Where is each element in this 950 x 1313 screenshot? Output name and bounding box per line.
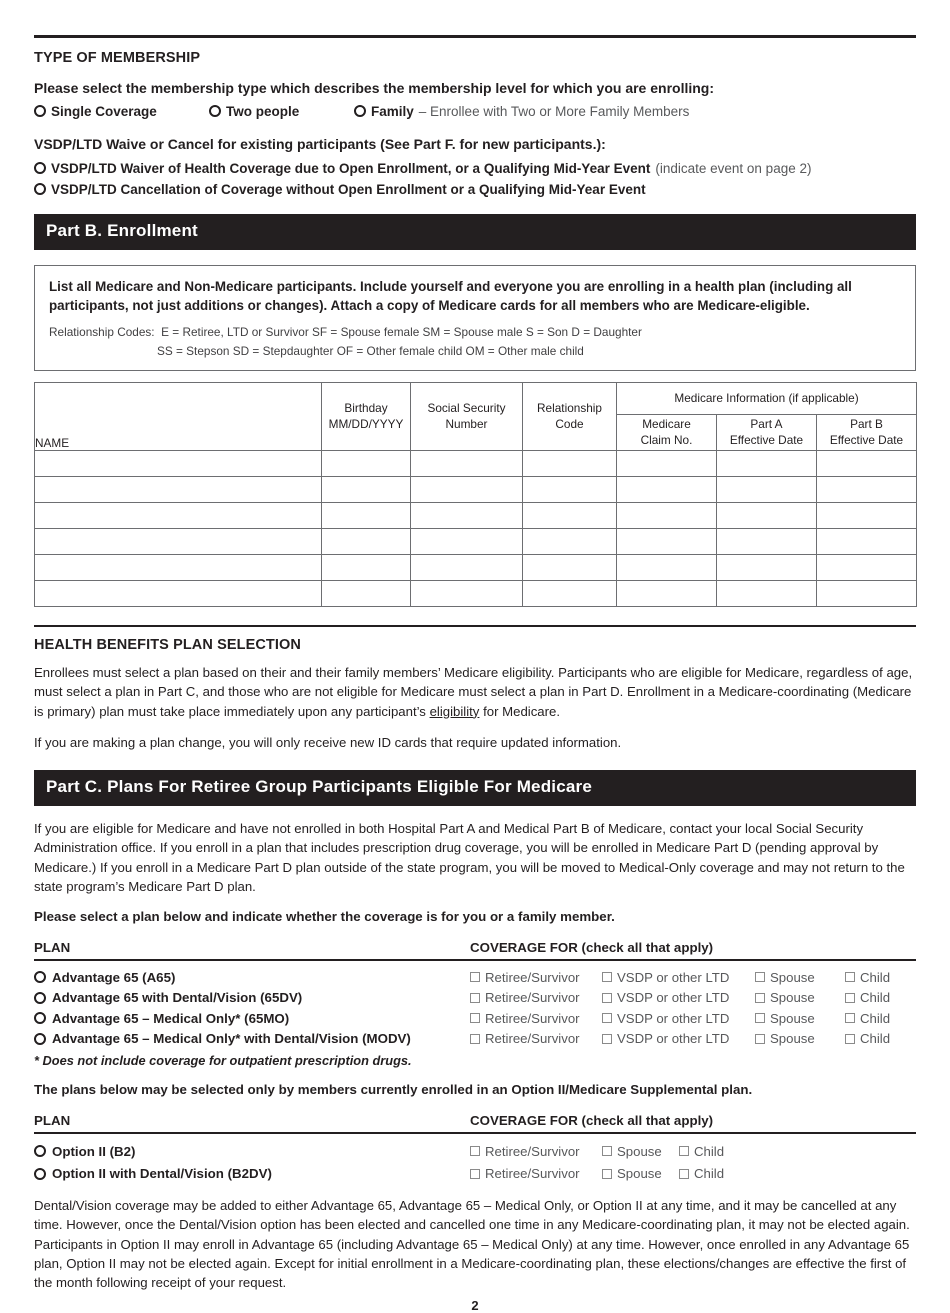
checkbox-icon[interactable] — [470, 1013, 480, 1023]
radio-icon[interactable] — [34, 1145, 46, 1157]
col-line2: Number — [445, 416, 488, 431]
col-line1: Part B — [850, 417, 883, 432]
coverage-checkbox-child[interactable] — [845, 990, 890, 1005]
col-line1: Relationship — [537, 401, 602, 416]
checkbox-icon[interactable] — [755, 972, 765, 982]
col-line2: Effective Date — [729, 432, 804, 447]
checkbox-icon[interactable] — [679, 1169, 689, 1179]
cell-part-a-date[interactable] — [717, 581, 817, 607]
checkbox-icon[interactable] — [602, 993, 612, 1003]
column-header-medicare-claim-no — [617, 415, 717, 451]
plan-label: Advantage 65 – Medical Only* with Dental/Vision (MODV) — [52, 1031, 411, 1047]
radio-icon[interactable] — [209, 105, 221, 117]
relationship-codes-line-1 — [49, 324, 901, 341]
cell-part-b-date[interactable] — [817, 503, 917, 529]
cell-part-b-date[interactable] — [817, 477, 917, 503]
plan-table-2-divider — [34, 1132, 916, 1134]
coverage-label: Spouse — [617, 1143, 662, 1159]
cell-name[interactable] — [35, 451, 322, 477]
cell-part-a-date[interactable] — [717, 451, 817, 477]
vsdp-heading: VSDP/LTD Waive or Cancel for existing participants (See Part F. for new participants.): — [34, 135, 606, 152]
hb-para-b: for Medicare. — [479, 703, 561, 719]
cell-name[interactable] — [35, 529, 322, 555]
part-c-header-bar: Part C. Plans For Retiree Group Participants Eligible For Medicare — [34, 770, 916, 806]
coverage-options — [470, 1144, 724, 1159]
membership-option-two-people[interactable] — [209, 104, 354, 119]
cell-claim-no[interactable] — [617, 451, 717, 477]
cell-part-a-date[interactable] — [717, 555, 817, 581]
cell-claim-no[interactable] — [617, 581, 717, 607]
radio-icon[interactable] — [34, 992, 46, 1004]
col-line1: Social Security — [427, 401, 506, 416]
col-line1: Medicare — [642, 417, 691, 432]
membership-option-label: Family — [371, 103, 414, 119]
plan-row-a65[interactable] — [34, 967, 916, 988]
cell-relationship[interactable] — [523, 503, 617, 529]
col-line2: Code — [555, 416, 584, 431]
coverage-label: Child — [694, 1143, 725, 1159]
coverage-label: Retiree/Survivor — [485, 1010, 580, 1026]
vsdp-option-note: (indicate event on page 2) — [655, 160, 812, 176]
cell-ssn[interactable] — [411, 581, 523, 607]
coverage-label: Retiree/Survivor — [485, 1166, 580, 1182]
part-c-select-instruction: Please select a plan below and indicate whether the coverage is for you or a family member. — [34, 909, 615, 925]
plan-table-2-rows — [34, 1141, 916, 1184]
checkbox-icon[interactable] — [602, 972, 612, 982]
radio-icon[interactable] — [34, 1033, 46, 1045]
cell-ssn[interactable] — [411, 503, 523, 529]
coverage-checkbox-vsdp-ltd[interactable] — [602, 990, 755, 1005]
checkbox-icon[interactable] — [602, 1169, 612, 1179]
coverage-checkbox-child[interactable] — [679, 1144, 724, 1159]
coverage-checkbox-spouse[interactable] — [755, 1031, 845, 1046]
cell-birthday[interactable] — [322, 451, 411, 477]
checkbox-icon[interactable] — [602, 1146, 612, 1156]
table-row[interactable] — [35, 451, 917, 477]
coverage-options — [470, 1031, 890, 1046]
checkbox-icon[interactable] — [470, 1169, 480, 1179]
col-line1: Part A — [750, 417, 783, 432]
vsdp-option-waiver[interactable] — [34, 161, 916, 176]
cell-part-b-date[interactable] — [817, 555, 917, 581]
cell-part-b-date[interactable] — [817, 581, 917, 607]
coverage-options — [470, 990, 890, 1005]
plan-label: Advantage 65 – Medical Only* (65MO) — [52, 1010, 290, 1026]
relationship-codes-text: E = Retiree, LTD or Survivor SF = Spouse female SM = Spouse male S = Son D = Daughter — [161, 324, 642, 339]
cell-part-a-date[interactable] — [717, 477, 817, 503]
column-header-part-b-effective-date — [817, 415, 917, 451]
cell-relationship[interactable] — [523, 477, 617, 503]
vsdp-option-label: VSDP/LTD Cancellation of Coverage without Open Enrollment or a Qualifying Mid-Year Event — [51, 181, 646, 197]
radio-icon[interactable] — [34, 162, 46, 174]
membership-instruction: Please select the membership type which describes the membership level for which you are enrolling: — [34, 80, 714, 96]
plan-label: Advantage 65 with Dental/Vision (65DV) — [52, 990, 303, 1006]
cell-birthday[interactable] — [322, 503, 411, 529]
coverage-label: Retiree/Survivor — [485, 1143, 580, 1159]
cell-claim-no[interactable] — [617, 529, 717, 555]
membership-option-label: Two people — [226, 103, 300, 119]
cell-relationship[interactable] — [523, 581, 617, 607]
part-c-intro-paragraph: If you are eligible for Medicare and have not enrolled in both Hospital Part A and Medical Part B of Medicare, contact your local Social Security Administration office. If you enroll in a plan that includes prescription drug coverage, you will be enrolled in Medicare Part D (pending approval by Medicare.) If you enroll in a Medicare Part D plan outside of the state program, you will be moved to Medical-Only coverage and may not return to the state program’s Medicare Part D plan. — [34, 821, 905, 894]
radio-icon[interactable] — [34, 1012, 46, 1024]
checkbox-icon[interactable] — [845, 1013, 855, 1023]
plan-row-65mo[interactable] — [34, 1008, 916, 1029]
cell-name[interactable] — [35, 503, 322, 529]
col-line1: Birthday — [344, 401, 388, 416]
checkbox-icon[interactable] — [470, 1146, 480, 1156]
coverage-label: Spouse — [617, 1166, 662, 1182]
cell-part-a-date[interactable] — [717, 503, 817, 529]
coverage-label: Retiree/Survivor — [485, 1031, 580, 1047]
coverage-label: VSDP or other LTD — [617, 969, 730, 985]
cell-birthday[interactable] — [322, 529, 411, 555]
coverage-label: Spouse — [770, 1031, 815, 1047]
col-line2: MM/DD/YYYY — [328, 416, 404, 431]
column-header-birthday — [322, 383, 411, 451]
enrollment-table — [34, 382, 917, 607]
health-benefits-paragraph-1 — [34, 663, 916, 721]
plan-row-b2dv[interactable] — [34, 1164, 916, 1185]
membership-option-family[interactable] — [354, 104, 689, 119]
radio-icon[interactable] — [354, 105, 366, 117]
plan-table-1-rows — [34, 967, 916, 1049]
membership-option-note: – Enrollee with Two or More Family Members — [418, 103, 690, 119]
coverage-options — [470, 1011, 890, 1026]
cell-birthday[interactable] — [322, 581, 411, 607]
checkbox-icon[interactable] — [679, 1146, 689, 1156]
page-number: 2 — [471, 1298, 479, 1313]
cell-ssn[interactable] — [411, 477, 523, 503]
plan-label: Option II (B2) — [52, 1143, 136, 1159]
plan-label: Advantage 65 (A65) — [52, 969, 176, 985]
coverage-options — [470, 1166, 724, 1181]
hb-para-a: Enrollees must select a plan based on their and their family members’ Medicare eligibility. Participants who are eligible for Medicare, regardless of age, must select a plan in Part C, and those who are not eligible for Medicare must select a plan in Part D. Enrollment in a Medicare-coordinating (Medicare is primary) plan must take place immediately upon any participant’s — [34, 665, 913, 719]
table-row[interactable] — [35, 555, 917, 581]
enrollment-table-group-header-row — [35, 383, 917, 415]
column-header-part-a-effective-date — [717, 415, 817, 451]
cell-claim-no[interactable] — [617, 503, 717, 529]
coverage-checkbox-retiree-survivor[interactable] — [470, 1011, 602, 1026]
coverage-label: Retiree/Survivor — [485, 990, 580, 1006]
part-c-closing-paragraph: Dental/Vision coverage may be added to either Advantage 65, Advantage 65 – Medical Only, or Option II at any time, and it may be cancelled at any time. However, once the Dental/Vision option has been elected and cancelled one time in any Medicare-coordinating plan, it may not be elected again. Participants in Option II may enroll in Advantage 65 (including Advantage 65 – Medical Only) at any time. However, once enrolled in any Advantage 65 plan, Option II may not be elected again. Except for initial enrollment in a Medicare-coordinating plan, these elections/changes are effective the first of the month following receipt of your request. — [34, 1198, 910, 1291]
coverage-checkbox-spouse[interactable] — [755, 1011, 845, 1026]
coverage-column-label: COVERAGE FOR (check all that apply) — [470, 940, 714, 956]
plan-row-b2[interactable] — [34, 1141, 916, 1162]
coverage-label: Child — [694, 1166, 725, 1182]
coverage-label: Spouse — [770, 990, 815, 1006]
coverage-checkbox-child[interactable] — [679, 1166, 724, 1181]
checkbox-icon[interactable] — [845, 1034, 855, 1044]
cell-relationship[interactable] — [523, 451, 617, 477]
cell-birthday[interactable] — [322, 555, 411, 581]
checkbox-icon[interactable] — [845, 993, 855, 1003]
coverage-checkbox-spouse[interactable] — [602, 1144, 679, 1159]
checkbox-icon[interactable] — [602, 1013, 612, 1023]
checkbox-icon[interactable] — [602, 1034, 612, 1044]
column-header-ssn — [411, 383, 523, 451]
checkbox-icon[interactable] — [470, 993, 480, 1003]
checkbox-icon[interactable] — [755, 1034, 765, 1044]
part-b-instruction-box — [34, 265, 916, 371]
table-row[interactable] — [35, 529, 917, 555]
col-line2: Claim No. — [640, 432, 693, 447]
part-b-instruction-text: List all Medicare and Non-Medicare participants. Include yourself and everyone you are enrolling in a health plan (including all participants, not just additions or changes). Attach a copy of Medicare cards for all members who are Medicare-eligible. — [49, 278, 852, 313]
coverage-label: Child — [860, 1010, 891, 1026]
plan-label: Option II with Dental/Vision (B2DV) — [52, 1166, 272, 1182]
coverage-checkbox-child[interactable] — [845, 1031, 890, 1046]
plan-column-label: PLAN — [34, 940, 71, 956]
membership-option-label: Single Coverage — [51, 103, 157, 119]
coverage-checkbox-retiree-survivor[interactable] — [470, 970, 602, 985]
coverage-checkbox-spouse[interactable] — [755, 990, 845, 1005]
checkbox-icon[interactable] — [755, 993, 765, 1003]
membership-options-row — [34, 104, 916, 119]
plan-row-65dv[interactable] — [34, 988, 916, 1009]
radio-icon[interactable] — [34, 1168, 46, 1180]
cell-relationship[interactable] — [523, 555, 617, 581]
checkbox-icon[interactable] — [755, 1013, 765, 1023]
checkbox-icon[interactable] — [845, 972, 855, 982]
health-benefits-heading: HEALTH BENEFITS PLAN SELECTION — [34, 637, 301, 654]
cell-part-b-date[interactable] — [817, 451, 917, 477]
checkbox-icon[interactable] — [470, 1034, 480, 1044]
plan-column-label: PLAN — [34, 1113, 71, 1129]
relationship-codes-line-2: SS = Stepson SD = Stepdaughter OF = Other female child OM = Other male child — [157, 343, 584, 358]
coverage-label: Spouse — [770, 1010, 815, 1026]
vsdp-option-cancellation[interactable] — [34, 182, 916, 197]
enrollment-table-body — [35, 451, 917, 607]
health-benefits-divider — [34, 625, 916, 627]
plan-table-1-header — [34, 940, 916, 955]
coverage-label: VSDP or other LTD — [617, 990, 730, 1006]
vsdp-option-label: VSDP/LTD Waiver of Health Coverage due to Open Enrollment, or a Qualifying Mid-Year Event — [51, 160, 651, 176]
column-group-header-medicare-information: Medicare Information (if applicable) — [617, 383, 917, 415]
health-benefits-paragraph-2: If you are making a plan change, you will only receive new ID cards that require updated information. — [34, 734, 622, 750]
checkbox-icon[interactable] — [470, 972, 480, 982]
cell-ssn[interactable] — [411, 529, 523, 555]
cell-part-b-date[interactable] — [817, 529, 917, 555]
eligibility-underlined-text: eligibility — [429, 703, 480, 719]
plan-table-1-divider — [34, 959, 916, 961]
relationship-codes-label: Relationship Codes: — [49, 324, 155, 339]
coverage-checkbox-spouse[interactable] — [755, 970, 845, 985]
coverage-checkbox-retiree-survivor[interactable] — [470, 1144, 602, 1159]
cell-relationship[interactable] — [523, 529, 617, 555]
radio-icon[interactable] — [34, 105, 46, 117]
table-row[interactable] — [35, 581, 917, 607]
cell-birthday[interactable] — [322, 477, 411, 503]
table-row[interactable] — [35, 477, 917, 503]
cell-claim-no[interactable] — [617, 555, 717, 581]
coverage-checkbox-vsdp-ltd[interactable] — [602, 970, 755, 985]
cell-ssn[interactable] — [411, 555, 523, 581]
coverage-checkbox-retiree-survivor[interactable] — [470, 1166, 602, 1181]
cell-claim-no[interactable] — [617, 477, 717, 503]
coverage-label: Child — [860, 1031, 891, 1047]
cell-ssn[interactable] — [411, 451, 523, 477]
option-two-intro: The plans below may be selected only by members currently enrolled in an Option II/Medicare Supplemental plan. — [34, 1082, 753, 1098]
cell-part-a-date[interactable] — [717, 529, 817, 555]
coverage-label: Spouse — [770, 969, 815, 985]
column-header-relationship-code — [523, 383, 617, 451]
coverage-column-label: COVERAGE FOR (check all that apply) — [470, 1113, 714, 1129]
coverage-label: VSDP or other LTD — [617, 1010, 730, 1026]
coverage-checkbox-vsdp-ltd[interactable] — [602, 1031, 755, 1046]
coverage-options — [470, 970, 890, 985]
medical-only-footnote: * Does not include coverage for outpatient prescription drugs. — [34, 1053, 412, 1069]
part-b-header-bar: Part B. Enrollment — [34, 214, 916, 250]
plan-table-2-header — [34, 1113, 916, 1128]
table-row[interactable] — [35, 503, 917, 529]
coverage-label: Child — [860, 969, 891, 985]
radio-icon[interactable] — [34, 183, 46, 195]
coverage-checkbox-retiree-survivor[interactable] — [470, 990, 602, 1005]
top-divider — [34, 35, 916, 38]
membership-option-single[interactable] — [34, 104, 209, 119]
cell-name[interactable] — [35, 555, 322, 581]
radio-icon[interactable] — [34, 971, 46, 983]
coverage-checkbox-spouse[interactable] — [602, 1166, 679, 1181]
type-of-membership-heading: TYPE OF MEMBERSHIP — [34, 50, 201, 66]
plan-row-modv[interactable] — [34, 1029, 916, 1050]
coverage-checkbox-child[interactable] — [845, 970, 890, 985]
cell-name[interactable] — [35, 477, 322, 503]
coverage-label: VSDP or other LTD — [617, 1031, 730, 1047]
coverage-checkbox-vsdp-ltd[interactable] — [602, 1011, 755, 1026]
coverage-label: Retiree/Survivor — [485, 969, 580, 985]
col-line2: Effective Date — [829, 432, 904, 447]
column-header-name: NAME — [35, 383, 322, 451]
coverage-checkbox-child[interactable] — [845, 1011, 890, 1026]
coverage-checkbox-retiree-survivor[interactable] — [470, 1031, 602, 1046]
cell-name[interactable] — [35, 581, 322, 607]
coverage-label: Child — [860, 990, 891, 1006]
